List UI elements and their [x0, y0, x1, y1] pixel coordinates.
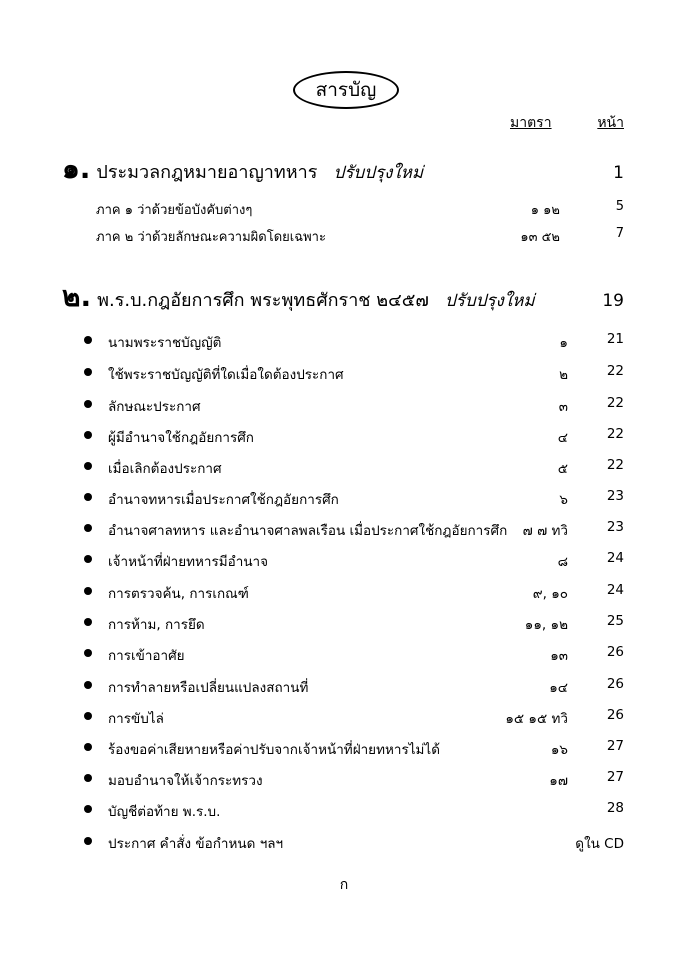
- item-text: การเข้าอาศัย: [108, 648, 185, 664]
- bullet-icon: [84, 712, 92, 720]
- item-page: 28: [606, 800, 624, 816]
- item-page: 23: [606, 488, 624, 504]
- subitem-page: 5: [615, 199, 624, 214]
- bullet-icon: [84, 774, 92, 782]
- toc-item: [84, 644, 624, 666]
- toc-subitem: [96, 226, 624, 246]
- item-page: 26: [606, 707, 624, 723]
- toc-item: [84, 800, 624, 822]
- item-section: ๕: [557, 461, 568, 477]
- subitem-text: ภาค ๑ ว่าด้วยข้อบังคับต่างๆ: [96, 203, 253, 218]
- toc-item: [84, 738, 624, 760]
- bullet-icon: [84, 618, 92, 626]
- bullet-icon: [84, 368, 92, 376]
- item-text: เจ้าหน้าที่ฝ่ายทหารมีอำนาจ: [108, 554, 269, 570]
- item-text: การตรวจค้น, การเกณฑ์: [108, 586, 249, 602]
- item-section: ๑๗: [549, 773, 568, 789]
- toc-item: [84, 331, 624, 353]
- bullet-icon: [84, 649, 92, 657]
- part-page: 1: [613, 163, 624, 183]
- toc-item: [84, 519, 624, 541]
- subitem-page: 7: [615, 226, 624, 241]
- toc-item: [84, 550, 624, 572]
- item-section: ๑๖: [550, 742, 568, 758]
- toc-item: [84, 832, 624, 854]
- item-section: ๑๓: [550, 648, 568, 664]
- item-text: บัญชีต่อท้าย พ.ร.บ.: [108, 804, 221, 820]
- toc-subitem: [96, 199, 624, 219]
- page-number-footer: ก: [339, 877, 349, 893]
- item-text: ผู้มีอำนาจใช้กฎอัยการศึก: [108, 430, 254, 446]
- bullet-icon: [84, 462, 92, 470]
- toc-part-1: [62, 153, 624, 185]
- subitem-section: ๑๓ ๕๒: [520, 230, 560, 245]
- bullet-icon: [84, 336, 92, 344]
- item-text: การห้าม, การยึด: [108, 617, 205, 633]
- item-section: ๑๔: [549, 680, 568, 696]
- bullet-icon: [84, 681, 92, 689]
- item-text: ร้องขอค่าเสียหายหรือค่าปรับจากเจ้าหน้าที่ฝ่ายทหารไม่ได้: [108, 742, 440, 758]
- item-text: การขับไล่: [108, 711, 164, 727]
- bullet-icon: [84, 743, 92, 751]
- item-page: 27: [606, 769, 624, 785]
- column-header-page: หน้า: [597, 115, 624, 131]
- part-number: ๑.: [62, 152, 91, 185]
- item-page: 22: [606, 426, 624, 442]
- toc-item: [84, 488, 624, 510]
- item-page: 21: [606, 331, 624, 347]
- part-note: ปรับปรุงใหม่: [333, 163, 424, 183]
- toc-title: สารบัญ: [293, 71, 399, 109]
- part-title: พ.ร.บ.กฎอัยการศึก พระพุทธศักราช ๒๔๕๗: [97, 290, 429, 311]
- column-header-section: มาตรา: [510, 115, 552, 131]
- item-text: เมื่อเลิกต้องประกาศ: [108, 461, 222, 477]
- item-text: อำนาจศาลทหาร และอำนาจศาลพลเรือน เมื่อประกาศใช้กฎอัยการศึก: [108, 523, 508, 539]
- part-title: ประมวลกฎหมายอาญาทหาร: [96, 162, 318, 183]
- bullet-icon: [84, 555, 92, 563]
- toc-item: [84, 769, 624, 791]
- bullet-icon: [84, 587, 92, 595]
- item-page: 24: [606, 582, 624, 598]
- item-page: 27: [606, 738, 624, 754]
- item-text: นามพระราชบัญญัติ: [108, 335, 222, 351]
- item-page: 22: [606, 457, 624, 473]
- item-text: ประกาศ คำสั่ง ข้อกำหนด ฯลฯ: [108, 836, 284, 852]
- bullet-icon: [84, 431, 92, 439]
- item-text: ลักษณะประกาศ: [108, 399, 201, 415]
- item-section: ๑๑, ๑๒: [524, 617, 568, 633]
- bullet-icon: [84, 524, 92, 532]
- item-section: ๒: [559, 367, 568, 383]
- part-number: ๒.: [62, 280, 92, 313]
- item-page: 24: [606, 550, 624, 566]
- bullet-icon: [84, 805, 92, 813]
- toc-item: [84, 613, 624, 635]
- bullet-icon: [84, 400, 92, 408]
- item-section: ๘: [557, 554, 568, 570]
- item-section: ๓: [558, 399, 568, 415]
- toc-item: [84, 395, 624, 417]
- toc-item: [84, 457, 624, 479]
- item-section: ๗ ๗ ทวิ: [522, 523, 568, 539]
- subitem-section: ๑ ๑๒: [530, 203, 560, 218]
- part-page: 19: [602, 291, 624, 311]
- subitem-text: ภาค ๒ ว่าด้วยลักษณะความผิดโดยเฉพาะ: [96, 230, 326, 245]
- item-page: ดูใน CD: [575, 836, 624, 852]
- item-page: 22: [606, 395, 624, 411]
- toc-part-2: [62, 281, 624, 313]
- item-page: 26: [606, 676, 624, 692]
- item-section: ๑: [559, 335, 568, 351]
- item-text: อำนาจทหารเมื่อประกาศใช้กฎอัยการศึก: [108, 492, 339, 508]
- item-section: ๑๕ ๑๕ ทวิ: [505, 711, 568, 727]
- bullet-icon: [84, 837, 92, 845]
- item-text: มอบอำนาจให้เจ้ากระทรวง: [108, 773, 263, 789]
- item-page: 22: [606, 363, 624, 379]
- item-page: 26: [606, 644, 624, 660]
- toc-item: [84, 707, 624, 729]
- item-section: ๔: [557, 430, 568, 446]
- toc-item: [84, 426, 624, 448]
- part-note: ปรับปรุงใหม่: [444, 291, 535, 311]
- item-text: การทำลายหรือเปลี่ยนแปลงสถานที่: [108, 680, 309, 696]
- bullet-icon: [84, 493, 92, 501]
- item-section: ๖: [559, 492, 568, 508]
- item-text: ใช้พระราชบัญญัติที่ใดเมื่อใดต้องประกาศ: [108, 367, 344, 383]
- toc-item: [84, 363, 624, 385]
- item-page: 25: [606, 613, 624, 629]
- item-section: ๙, ๑๐: [532, 586, 568, 602]
- toc-item: [84, 582, 624, 604]
- toc-item: [84, 676, 624, 698]
- item-page: 23: [606, 519, 624, 535]
